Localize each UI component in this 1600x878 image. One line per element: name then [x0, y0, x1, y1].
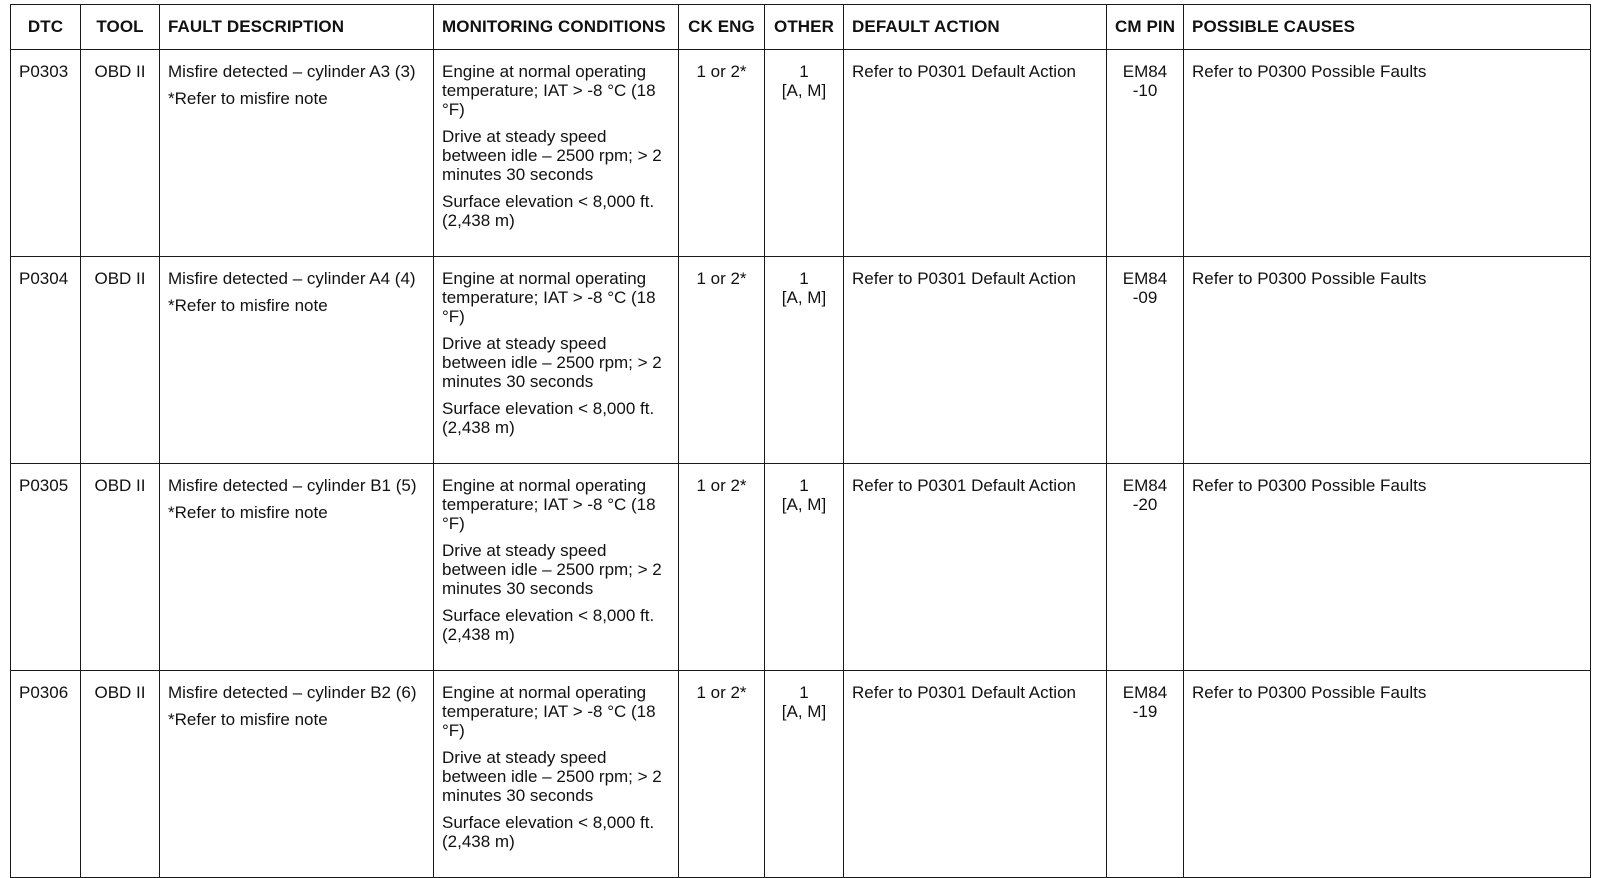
monitoring-conditions-cell [434, 50, 679, 257]
tool-cell: OBD II [81, 257, 160, 464]
table-row [11, 50, 1591, 257]
possible-causes-cell: Refer to P0300 Possible Faults [1184, 257, 1591, 464]
ck-eng-cell: 1 or 2* [679, 464, 765, 671]
cm-pin-connector: EM84 [1122, 62, 1168, 81]
cm-pin-number: -09 [1132, 288, 1158, 307]
header-row [11, 5, 1591, 50]
fault-description-cell [160, 464, 434, 671]
dtc-code: P0306 [11, 671, 81, 878]
possible-causes-cell: Refer to P0300 Possible Faults [1184, 50, 1591, 257]
cm-pin-cell [1107, 464, 1184, 671]
dtc-code: P0305 [11, 464, 81, 671]
ck-eng-cell: 1 or 2* [679, 671, 765, 878]
misfire-note: *Refer to misfire note [168, 710, 328, 729]
dtc-code: P0303 [11, 50, 81, 257]
other-value: 1 [799, 683, 809, 702]
header-ck-eng: CK ENG [679, 5, 765, 50]
monitoring-conditions-cell [434, 671, 679, 878]
condition-elevation: Surface elevation < 8,000 ft. (2,438 m) [442, 192, 655, 230]
header-tool: TOOL [81, 5, 160, 50]
condition-elevation: Surface elevation < 8,000 ft. (2,438 m) [442, 399, 655, 437]
misfire-note: *Refer to misfire note [168, 503, 328, 522]
cm-pin-cell [1107, 257, 1184, 464]
cm-pin-number: -20 [1132, 495, 1158, 514]
tool-cell: OBD II [81, 671, 160, 878]
ck-eng-cell: 1 or 2* [679, 257, 765, 464]
default-action-cell: Refer to P0301 Default Action [844, 257, 1107, 464]
cm-pin-cell [1107, 50, 1184, 257]
condition-speed: Drive at steady speed between idle – 2500 rpm; > 2 minutes 30 seconds [442, 334, 662, 391]
tool-cell: OBD II [81, 50, 160, 257]
fault-description-cell [160, 50, 434, 257]
condition-speed: Drive at steady speed between idle – 2500 rpm; > 2 minutes 30 seconds [442, 748, 662, 805]
condition-speed: Drive at steady speed between idle – 2500 rpm; > 2 minutes 30 seconds [442, 127, 662, 184]
header-cm-pin: CM PIN [1107, 5, 1184, 50]
misfire-note: *Refer to misfire note [168, 296, 328, 315]
other-cell [765, 257, 844, 464]
cm-pin-number: -10 [1132, 81, 1158, 100]
cm-pin-connector: EM84 [1122, 269, 1168, 288]
cm-pin-connector: EM84 [1122, 476, 1168, 495]
condition-temperature: Engine at normal operating temperature; IAT > -8 °C (18 °F) [442, 62, 656, 119]
ck-eng-cell: 1 or 2* [679, 50, 765, 257]
header-other: OTHER [765, 5, 844, 50]
other-codes: [A, M] [781, 495, 827, 514]
fault-description-cell [160, 257, 434, 464]
other-cell [765, 50, 844, 257]
other-value: 1 [799, 62, 809, 81]
other-codes: [A, M] [781, 81, 827, 100]
monitoring-conditions-cell [434, 464, 679, 671]
table-row [11, 464, 1591, 671]
monitoring-conditions-cell [434, 257, 679, 464]
other-value: 1 [799, 269, 809, 288]
table-row [11, 671, 1591, 878]
header-default-action: DEFAULT ACTION [844, 5, 1107, 50]
possible-causes-cell: Refer to P0300 Possible Faults [1184, 671, 1591, 878]
other-codes: [A, M] [781, 288, 827, 307]
other-value: 1 [799, 476, 809, 495]
misfire-note: *Refer to misfire note [168, 89, 328, 108]
other-cell [765, 671, 844, 878]
fault-description: Misfire detected – cylinder B1 (5) [168, 476, 417, 495]
fault-description: Misfire detected – cylinder A4 (4) [168, 269, 416, 288]
tool-cell: OBD II [81, 464, 160, 671]
condition-temperature: Engine at normal operating temperature; IAT > -8 °C (18 °F) [442, 269, 656, 326]
cm-pin-cell [1107, 671, 1184, 878]
condition-speed: Drive at steady speed between idle – 2500 rpm; > 2 minutes 30 seconds [442, 541, 662, 598]
condition-temperature: Engine at normal operating temperature; IAT > -8 °C (18 °F) [442, 683, 656, 740]
cm-pin-number: -19 [1132, 702, 1158, 721]
fault-description-cell [160, 671, 434, 878]
other-cell [765, 464, 844, 671]
fault-description: Misfire detected – cylinder B2 (6) [168, 683, 417, 702]
header-dtc: DTC [11, 5, 81, 50]
dtc-code: P0304 [11, 257, 81, 464]
other-codes: [A, M] [781, 702, 827, 721]
default-action-cell: Refer to P0301 Default Action [844, 50, 1107, 257]
header-possible-causes: POSSIBLE CAUSES [1184, 5, 1591, 50]
table-row [11, 257, 1591, 464]
default-action-cell: Refer to P0301 Default Action [844, 464, 1107, 671]
condition-elevation: Surface elevation < 8,000 ft. (2,438 m) [442, 813, 655, 851]
header-fault-description: FAULT DESCRIPTION [160, 5, 434, 50]
fault-description: Misfire detected – cylinder A3 (3) [168, 62, 416, 81]
header-monitoring-conditions: MONITORING CONDITIONS [434, 5, 679, 50]
condition-temperature: Engine at normal operating temperature; IAT > -8 °C (18 °F) [442, 476, 656, 533]
cm-pin-connector: EM84 [1122, 683, 1168, 702]
possible-causes-cell: Refer to P0300 Possible Faults [1184, 464, 1591, 671]
default-action-cell: Refer to P0301 Default Action [844, 671, 1107, 878]
condition-elevation: Surface elevation < 8,000 ft. (2,438 m) [442, 606, 655, 644]
dtc-table [10, 4, 1591, 878]
